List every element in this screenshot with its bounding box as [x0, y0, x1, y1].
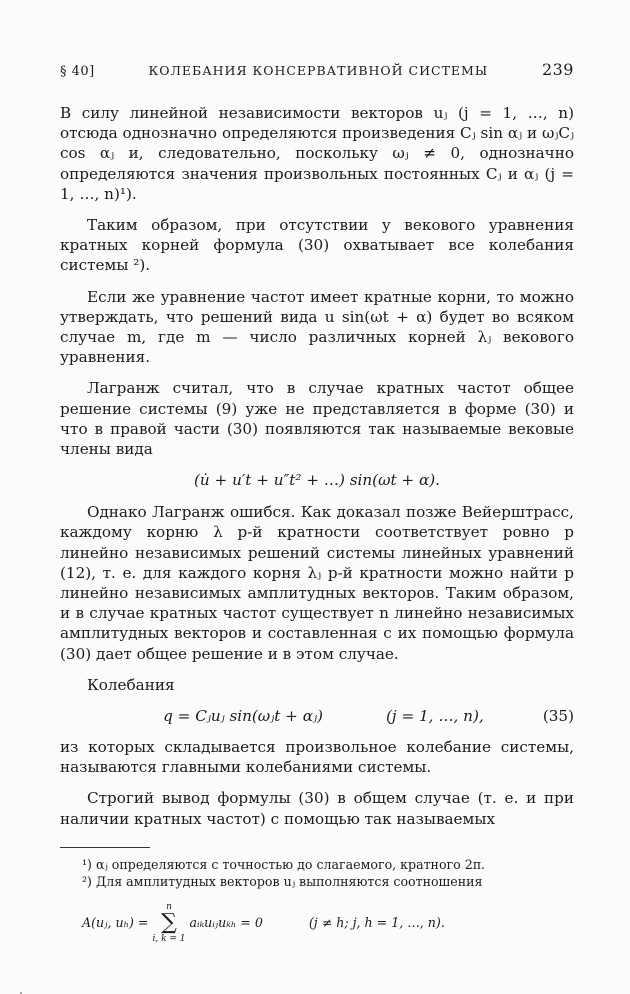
paragraph-4: Лагранж считал, что в случае кратных частот общее решение системы (9) уже не представляется в форме (30) и что в правой части (30) появляются так называемые вековые члены вида [60, 379, 574, 459]
paragraph-7: Строгий вывод формулы (30) в общем случае (т. е. и при наличии кратных частот) с помощью так называемых [60, 789, 574, 828]
footnote-equation [60, 902, 574, 944]
paragraph-1: В силу линейной независимости векторов uⱼ (j = 1, …, n) отсюда однозначно определяются произведения Cⱼ sin αⱼ и ωⱼCⱼ cos αⱼ и, следовательно, поскольку ωⱼ ≠ 0, однозначно определяются значения произвольных постоянных Cⱼ и αⱼ (j = 1, …, n)¹). [60, 104, 574, 203]
paragraph-2: Таким образом, при отсутствии у векового уравнения кратных корней формула (30) охватывает все колебания системы ²). [60, 216, 574, 275]
footnote-2: ²) Для амплитудных векторов uⱼ выполняются соотношения [82, 873, 483, 889]
summation-sign: ∑ [161, 909, 177, 935]
running-title: КОЛЕБАНИЯ КОНСЕРВАТИВНОЙ СИСТЕМЫ [148, 63, 489, 78]
page-number: 239 [541, 60, 574, 79]
equation-35 [60, 707, 574, 725]
summation-lower-limit: i, k = 1 [152, 933, 186, 944]
summation-upper-limit: n [166, 901, 172, 912]
footnote-divider [60, 847, 150, 848]
equation-35-body: q = Cⱼuⱼ sin(ωⱼt + αⱼ) [163, 707, 323, 726]
equation-35-number: (35) [542, 707, 574, 726]
running-header [60, 60, 574, 79]
footnote-equation-lhs: A(uⱼ, uₕ) = [82, 915, 149, 931]
footnote-equation-rhs: aᵢₖuᵢⱼuₖₕ = 0 [189, 915, 263, 931]
paragraph-6: из которых складывается произвольное колебание системы, называются главными колебаниями системы. [60, 738, 574, 777]
paragraph-3: Если же уравнение частот имеет кратные корни, то можно утверждать, что решений вида u sin(ωt + α) будет во всяком случае m, где m — число различных корней λⱼ векового уравнения. [60, 287, 574, 367]
section-marker: § 40] [60, 64, 95, 79]
summation [152, 902, 185, 944]
footnote-equation-condition: (j ≠ h; j, h = 1, …, n). [308, 915, 445, 931]
footnote-1: ¹) αⱼ определяются с точностью до слагаемого, кратного 2π. [82, 856, 486, 872]
book-page [60, 60, 574, 944]
paragraph-5: Однако Лагранж ошибся. Как доказал позже Вейерштрасс, каждому корню λ p-й кратности соответствует ровно p линейно независимых решений системы линейных уравнений (12), т. е. для каждого корня λⱼ p-й кратности можно найти p линейно независимых амплитудных векторов. Таким образом, и в случае кратных частот существует n линейно независимых амплитудных векторов и составленная с их помощью формула (30) дает общее решение и в этом случае. [60, 503, 574, 663]
footnotes [60, 856, 574, 944]
equation-secular-terms: (u̇ + u′t + u″t² + …) sin(ωt + α). [193, 471, 440, 490]
equation-35-condition: (j = 1, …, n), [386, 707, 484, 726]
oscillations-label: Колебания [87, 675, 175, 694]
